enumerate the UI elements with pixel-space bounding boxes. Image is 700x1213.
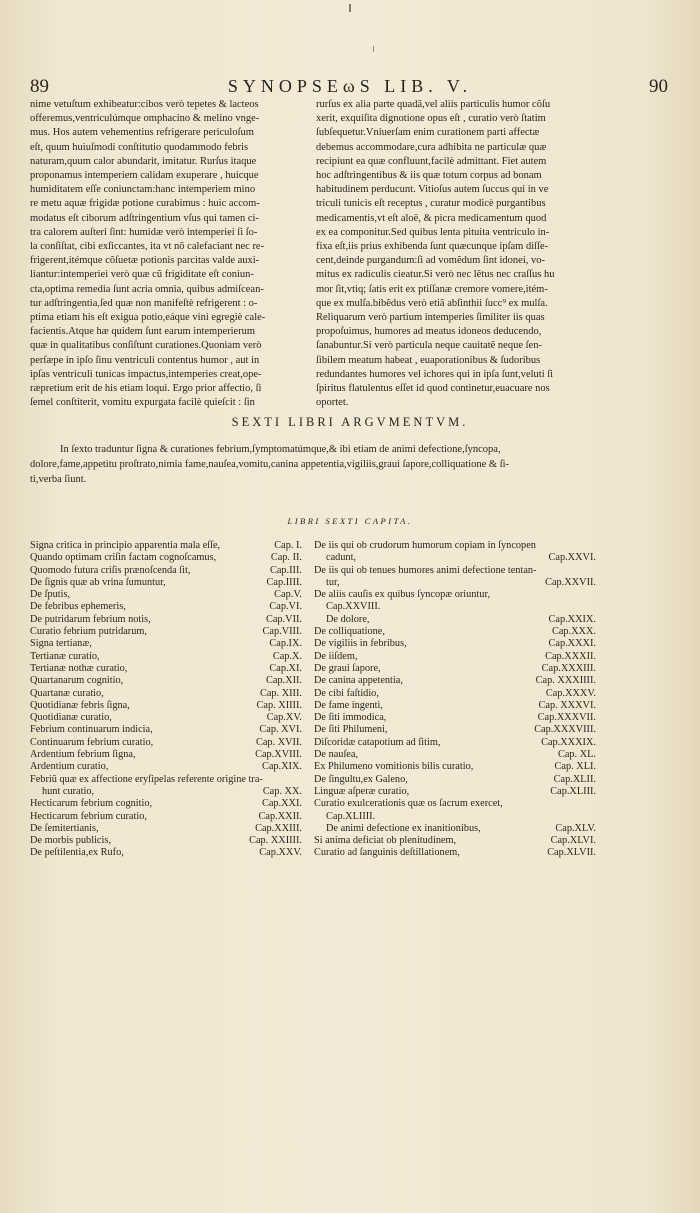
chapter-title: De dolore, [326,613,370,625]
text-line: ſanabuntur.Si verò particula neque cauitatẽ neque ſen- [316,340,542,352]
chapter-title: De canina appetentia, [314,675,403,687]
text-line: medicamentis,vt eſt aloë, & picra medicamentum quod [316,212,547,224]
chapter-entry [30,601,302,613]
chapter-entry [30,724,302,736]
text-line: la conſiſtat, cibi exſiccantes, ita vt nõ calefaciant nec re- [30,241,265,253]
chapter-title: De peſtilentia,ex Rufo, [30,847,124,859]
chapter-title: De iis qui ob tenues humores animi defectione tentan- [314,564,537,576]
chapter-entry [30,626,302,638]
chapter-title: Diſcoridæ catapotium ad ſitim, [314,736,441,748]
chapter-number: Cap.VIII. [262,626,302,638]
chapter-number: Cap.IIII. [266,576,302,588]
chapter-title: De iis qui ob crudorum humorum copiam in ſyncopen [314,540,536,551]
chapter-title: De nauſea, [314,749,359,761]
chapter-entry [30,811,302,823]
chapter-entry [314,774,596,786]
chapter-entry [30,638,302,650]
text-line: rurſus ex alia parte quadã,vel aliis particulis humor cõſu [316,99,551,110]
chapter-entry [30,749,302,761]
chapter-number: Cap.X. [272,650,302,662]
chapter-entry [314,675,596,687]
text-line: tur adſtringentia,ſed quæ non manifeſtè refrigerent : o- [30,297,258,309]
text-line: ræpretium erit de his etiam loqui. Ergo prior affectio, ſi [30,383,262,395]
chapter-number: Cap.XVIII. [255,749,302,761]
chapter-title: tur, [326,576,340,588]
text-line: xerit, exquiſita dignotione opus eſt , curatio verò ſtatim [316,113,546,125]
chapter-title: De cibi faſtidio, [314,687,379,699]
chapter-number: Cap. XVI. [259,724,302,736]
chapter-entry [314,724,596,736]
chapter-entry [314,786,596,798]
chapter-entry [30,589,302,601]
page-number-right: 90 [649,76,668,97]
text-line: mitus ex radiculis cieatur.Si verò nec lẽtus nec craſſus hu [316,269,555,281]
chapter-number: Cap.III. [269,564,302,576]
chapter-number: Cap.XXXIII. [541,662,596,674]
chapter-number: Cap.XXXI. [548,638,596,650]
chapter-entry [30,823,302,835]
chapter-title: Signa critica in principio apparentia mala eſſe, [30,540,221,551]
chapter-entry [314,663,596,675]
chapter-entry [314,577,596,589]
chapter-entry [314,761,596,773]
argument-line: In ſexto traduntur ſigna & curationes febrium,ſymptomatúmque,& ibi etiam de animi defectione,ſyncopa, [60,444,501,455]
chapter-entry [30,786,302,798]
chapter-title: Quotidianæ curatio, [30,712,112,724]
chapter-number: Cap.XLVI. [550,835,596,847]
chapter-entry [30,798,302,810]
chapter-title: Quotidianæ febris ſigna, [30,699,130,711]
chapter-entry [314,835,596,847]
text-line: eſt, quum huiuſmodi conſtitutio quodammodo febris [30,141,249,153]
chapter-title: Curatio exulcerationis quæ os ſacrum exercet, [314,798,503,810]
chapter-title: Continuarum febrium curatio, [30,736,154,748]
chapter-number: Cap.XXIII. [255,822,302,834]
chapter-entry [314,626,596,638]
chapter-number: Cap.XLIII. [550,785,596,797]
chapter-title: Signa tertianæ, [30,638,92,650]
chapter-title: De animi defectione ex inanitionibus, [326,822,481,834]
chapter-entry [314,589,596,601]
text-line: nime vetuſtum exhibeatur:cibos verò tepetes & lacteos [30,99,259,110]
chapter-title: De putridarum febrium notis, [30,613,151,625]
chapter-number: Cap.IX. [269,638,302,650]
argument-line: ti,verba ſiunt. [30,474,87,485]
chapter-entry [30,774,302,786]
chapter-number: Cap.XLVII. [547,847,596,859]
chapter-entry [30,651,302,663]
text-line: perſæpe in ipſo ſinu ventriculi contentus humor , aut in [30,354,260,366]
running-title: SYNOPSEωS LIB. V. [227,76,473,96]
chapter-entry [30,663,302,675]
chapter-number: Cap.VII. [265,613,302,625]
chapter-number: Cap.XIX. [261,761,302,773]
text-line: ex ea componitur.Sed quibus lenta pituita ventriculo in- [316,226,550,238]
chapter-number: Cap.XXVI. [548,552,596,564]
chapter-title: Hecticarum febrium cognitio, [30,798,153,810]
chapter-number: Cap.XXXV. [545,687,596,699]
chapter-entry [314,737,596,749]
text-line: debemus accommodare,cura adhibita ne particulæ quæ [316,141,547,153]
text-line: proponamus intemperiem calidam exuperare , huicque [30,170,259,182]
chapter-number: Cap.XXVII. [545,576,596,588]
chapter-entry [314,700,596,712]
chapter-entry [30,761,302,773]
argument-heading: SEXTI LIBRI ARGVMENTVM. [231,415,469,429]
argument-paragraph [30,442,665,487]
text-line: ipſas ventriculi tunicas impactus,intemperies creat,ope- [30,368,262,380]
chapter-number: Cap.XLV. [555,822,596,834]
chapter-list-right [314,540,596,860]
chapter-title: De vigiliis in febribus, [314,638,407,650]
text-line: hoc adſtringentibus & iis quæ totum corpus ad bonam [316,170,542,182]
chapter-entry [30,688,302,700]
chapter-title: De ſputis, [30,589,71,601]
text-line: que ex mulſa.bibẽdus verò etiã abſinthii ſucc⁹ ex mulſa. [316,297,548,309]
chapter-number: Cap.XI. [269,662,302,674]
chapter-title: Cap.XXVIII. [326,601,381,613]
text-line: ſemel conſtiterit, vomitu expurgata facilè quieſcit : ſin [30,397,255,409]
chapter-entry [314,651,596,663]
chapter-title: Linguæ aſperæ curatio, [314,785,410,797]
chapter-title: Quomodo futura criſis prænoſcenda ſit, [30,564,191,576]
text-line: mus. Hos autem vehementius refrigerare periculoſum [30,127,254,139]
text-line: redundantes humores vel ichores qui in ipſa ſunt,veluti ſi [316,368,554,380]
text-line: re metu aquæ frigidæ potione curabimus : huic accom- [30,198,260,210]
chapter-title: Ex Philumeno vomitionis bilis curatio, [314,761,474,773]
chapter-title: cadunt, [326,552,357,564]
chapter-title: De febribus ephemeris, [30,601,126,613]
text-line: ſubſequetur.Vniuerſam enim curationem parti affectæ [316,127,540,139]
chapter-entry [30,577,302,589]
chapter-entry [30,712,302,724]
text-line: facientis.Atque hæ quidem ſunt earum intemperierum [30,326,256,338]
page-number-left: 89 [30,76,49,97]
chapter-number: Cap. XXXIIII. [535,675,596,687]
chapter-title: De fame ingenti, [314,699,383,711]
chapter-title: hunt curatio, [42,785,95,797]
right-text-column [316,98,592,410]
chapter-entry [314,688,596,700]
chapter-entry [30,565,302,577]
text-line: triculi tunicis eſt receptus , curatur modicè purgantibus [316,198,546,210]
chapter-title: Si anima deficiat ob plenitudinem, [314,835,457,847]
chapter-entry [30,540,302,552]
chapter-title: De ſemitertianis, [30,822,99,834]
chapter-title: Quartanæ curatio, [30,687,104,699]
chapter-entry [314,540,596,552]
text-line: offeremus,ventriculúmque omphacino & melino vnge- [30,113,260,125]
text-line: modatus eſt ciborum adſtringentium vſus qui tamen ci- [30,212,259,224]
page-crease-mark [349,4,351,12]
chapter-entry [314,798,596,810]
chapter-title: Hecticarum febrium curatio, [30,810,147,822]
left-text-column [30,98,302,410]
chapter-entry [314,552,596,564]
chapter-number: Cap.XXV. [259,847,302,859]
chapter-title: De ſiti Philumeni, [314,724,388,736]
text-line: ſpiritus flatulentus eſſet id quod continetur,euacuare nos [316,383,550,395]
chapter-title: De colliquatione, [314,626,385,638]
text-line: naturam,quum calor abundarit, imitatur. Rurſus itaque [30,155,257,167]
text-line: liantur:intemperiei verò quæ cũ frigiditate eſt coniun- [30,269,254,281]
chapter-entry [30,700,302,712]
running-header [30,76,670,98]
text-line: cta,optima remedia ſunt acria omnia, quibus admiſcean- [30,283,264,295]
chapter-number: Cap.XXX. [551,626,596,638]
chapter-entry [314,601,596,613]
chapter-entry [314,565,596,577]
chapter-title: De ſingultu,ex Galeno, [314,773,408,785]
chapter-number: Cap.XXXVIII. [534,724,596,736]
chapter-number: Cap. XVII. [255,736,302,748]
chapter-entry [30,847,302,859]
chapter-entry [314,847,596,859]
chapter-number: Cap. II. [270,552,302,564]
chapter-title: De ſignis quæ ab vrina ſumuntur, [30,576,166,588]
chapter-title: Curatio ad ſanguinis deſtillationem, [314,847,460,859]
text-line: cent,deinde purgandum:ſi ad vomĕdum ſint idonei, vo- [316,255,546,267]
chapter-number: Cap.XXIX. [548,613,596,625]
argument-line: dolore,fame,appetitu proſtrato,nimia fame,nauſea,vomitu,canina appetentia,vigiliis,graui ſapore,colliquatione & ſi- [30,459,510,470]
text-line: quæ in qualitatibus conſiſtunt curationes.Quoniam verò [30,340,262,352]
text-line: ſibilem meatum habeat , euaporationibus & ſudoribus [316,354,541,366]
chapter-title: Tertianæ curatio, [30,650,100,662]
chapter-number: Cap.XLII. [553,773,596,785]
chapter-number: Cap. XLI. [554,761,596,773]
chapter-title: Quando optimam criſin factam cognoſcamus, [30,552,217,564]
chapter-entry [314,823,596,835]
chapter-entry [314,614,596,626]
text-line: ptima etiam his eſt exigua potio,eáque vini egregiè cale- [30,312,266,324]
chapter-number: Cap. XL. [557,749,596,761]
chapter-entry [30,552,302,564]
chapter-entry [314,638,596,650]
chapter-number: Cap.XII. [265,675,302,687]
chapter-number: Cap.XXXII. [545,650,596,662]
ink-speck [373,46,374,52]
chapter-number: Cap.V. [274,589,302,601]
chapters-heading: LIBRI SEXTI CAPITA. [287,516,413,526]
chapter-title: De ſiti immodica, [314,712,387,724]
chapter-entry [30,614,302,626]
chapter-title: Tertianæ nothæ curatio, [30,662,128,674]
text-line: propoſuimus, humores ad meatus idoneos deducendo, [316,326,542,338]
chapter-title: Cap.XLIIII. [326,810,376,822]
chapter-entry [30,737,302,749]
chapter-number: Cap.XXII. [258,810,302,822]
chapter-entry [314,712,596,724]
chapter-title: Curatio febrium putridarum, [30,626,147,638]
chapter-entry [30,835,302,847]
chapter-number: Cap.XV. [266,712,302,724]
chapter-title: De graui ſapore, [314,662,381,674]
chapter-title: De aliis cauſis ex quibus ſyncopæ oriuntur, [314,589,491,601]
text-line: Reliquarum verò partium intemperies ſimiliter iis quas [316,312,545,324]
chapter-number: Cap. XIII. [259,687,302,699]
chapter-entry [314,811,596,823]
chapter-number: Cap.XXXIX. [541,736,596,748]
chapter-number: Cap.XXXVII. [537,712,596,724]
chapter-title: Quartanarum cognitio, [30,675,124,687]
text-line: habitudinem perducunt. Vitioſus autem ſuccus qui in ve [316,184,549,196]
chapter-number: Cap. XXIIII. [249,835,302,847]
chapter-number: Cap.VI. [269,601,302,613]
chapter-title: De iiſdem, [314,650,358,662]
chapter-number: Cap. XXXVI. [538,699,596,711]
chapter-entry [314,749,596,761]
chapter-number: Cap.XXI. [261,798,302,810]
text-line: recipiunt ea quæ confluunt,facilè admittant. Fiet autem [316,155,547,167]
chapter-title: Febriũ quæ ex affectione eryſipelas referente origine tra- [30,773,263,785]
text-line: fixa eſt,iis prius exhibenda ſunt quæcunque ipſam diſſe- [316,241,549,253]
chapter-entry [30,675,302,687]
chapter-number: Cap. I. [274,540,302,551]
chapter-title: Ardentium curatio, [30,761,109,773]
text-line: frigerent,itémque cõſuetæ potionis parcitas valde auxi- [30,255,260,267]
chapter-title: Febrium continuarum indicia, [30,724,153,736]
text-line: humiditatem eſſe coniunctam:hanc intemperiem mino [30,184,256,196]
chapter-list-left [30,540,302,860]
chapter-title: De morbis publicis, [30,835,111,847]
chapter-number: Cap. XIIII. [256,699,302,711]
chapter-title: Ardentium febrium ſigna, [30,749,136,761]
text-line: oportet. [316,397,349,409]
text-line: tra calorem auſteri ſint: humidæ verò intemperiei ſi ſo- [30,226,258,238]
text-line: mor ſit,vtiq; ſatis erit ex ptiſſanæ cremore vomere,itém- [316,283,548,295]
chapter-number: Cap. XX. [262,785,302,797]
